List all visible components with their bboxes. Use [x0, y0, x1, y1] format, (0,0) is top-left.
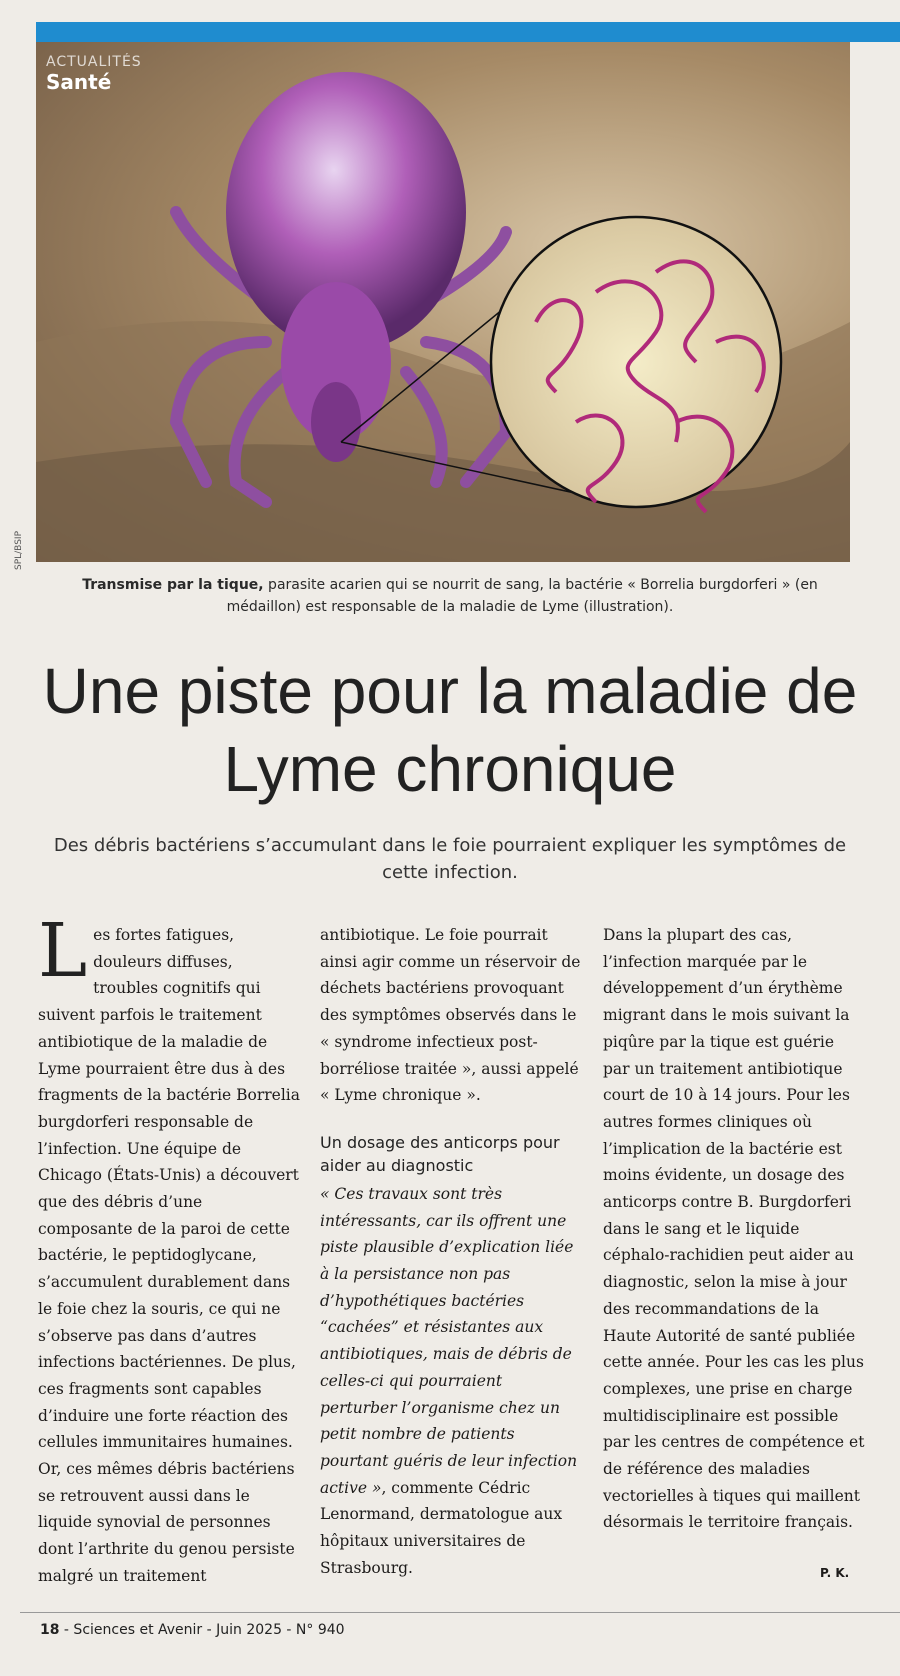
body-column-2 — [320, 922, 582, 1581]
section-rubric — [46, 54, 142, 94]
tick-illustration — [36, 42, 850, 562]
publication-info: - Sciences et Avenir - Juin 2025 - N° 940 — [59, 1622, 345, 1638]
tick-and-bacteria-image — [36, 42, 850, 562]
drop-cap: L — [38, 908, 88, 994]
body-column-1 — [38, 908, 301, 1590]
photo-credit: SPL/BSIP — [14, 531, 24, 570]
footer-divider — [20, 1612, 900, 1613]
expert-quote: « Ces travaux sont très intéressants, car ils offrent une piste plausible d’explication liée à la persistance non pas d’hypothétiques bactéries “cachées” et résistantes aux antibiotiques, mais de débris de celles-ci qui pourraient perturber l’organisme chez un petit nombre de patients pourtant guéris de leur infection active » — [320, 1184, 578, 1497]
subheading: Un dosage des anticorps pour aider au diagnostic — [320, 1132, 560, 1175]
article-headline: Une piste pour la maladie de Lyme chronique — [42, 655, 858, 805]
image-caption — [60, 574, 840, 618]
page-footer — [40, 1622, 640, 1638]
article-subtitle: Des débris bactériens s’accumulant dans le foie pourraient expliquer les symptômes de cette infection. — [53, 835, 847, 883]
column-2-intro: antibiotique. Le foie pourrait ainsi agir comme un réservoir de déchets bactériens provoquant des symptômes observés dans le « syndrome infectieux post-borréliose traitée », aussi appelé « Lyme chronique ». — [320, 926, 581, 1105]
page-number: 18 — [40, 1622, 60, 1638]
rubric-overline: ACTUALITÉS — [46, 54, 142, 70]
caption-text: parasite acarien qui se nourrit de sang, la bactérie « Borrelia burgdorferi » (en médaillon) est responsable de la maladie de Lyme (illustration). — [226, 577, 818, 615]
caption-lead: Transmise par la tique, — [82, 577, 264, 593]
quote-attribution: , commente Cédric Lenormand, dermatologue aux hôpitaux universitaires de Strasbourg. — [320, 1478, 563, 1577]
body-column-3 — [603, 922, 865, 1536]
author-signature: P. K. — [820, 1566, 850, 1580]
column-1-text: es fortes fatigues, douleurs diffuses, troubles cognitifs qui suivent parfois le traitement antibiotique de la maladie de Lyme pourraient être dus à des fragments de la bactérie Borrelia burgdorferi responsable de l’infection. Une équipe de Chicago (États-Unis) a découvert que des débris d’une composante de la paroi de cette bactérie, le peptidoglycane, s’accumulent durablement dans le foie chez la souris, ce qui ne s’observe pas dans d’autres infections bactériennes. De plus, ces fragments sont capables d’induire une forte réaction des cellules immunitaires humaines. Or, ces mêmes débris bactériens se retrouvent aussi dans le liquide synovial de personnes dont l’arthrite du genou persiste malgré un traitement — [38, 926, 301, 1585]
bacteria-medallion — [491, 217, 781, 507]
column-3-text: Dans la plupart des cas, l’infection marquée par le développement d’un érythème migrant dans le mois suivant la piqûre par la tique est guérie par un traitement antibiotique court de 10 à 14 jours. Pour les autres formes cliniques où l’implication de la bactérie est moins évidente, un dosage des anticorps contre B. Burgdorferi dans le sang et le liquide céphalo-rachidien peut aider au diagnostic, selon la mise à jour des recommandations de la Haute Autorité de santé publiée cette année. Pour les cas les plus complexes, une prise en charge multidisciplinaire est possible par les centres de compétence et de référence des maladies vectorielles à tiques qui maillent désormais le territoire français. — [603, 926, 865, 1532]
rubric-section: Santé — [46, 70, 112, 94]
section-color-bar — [36, 22, 900, 42]
